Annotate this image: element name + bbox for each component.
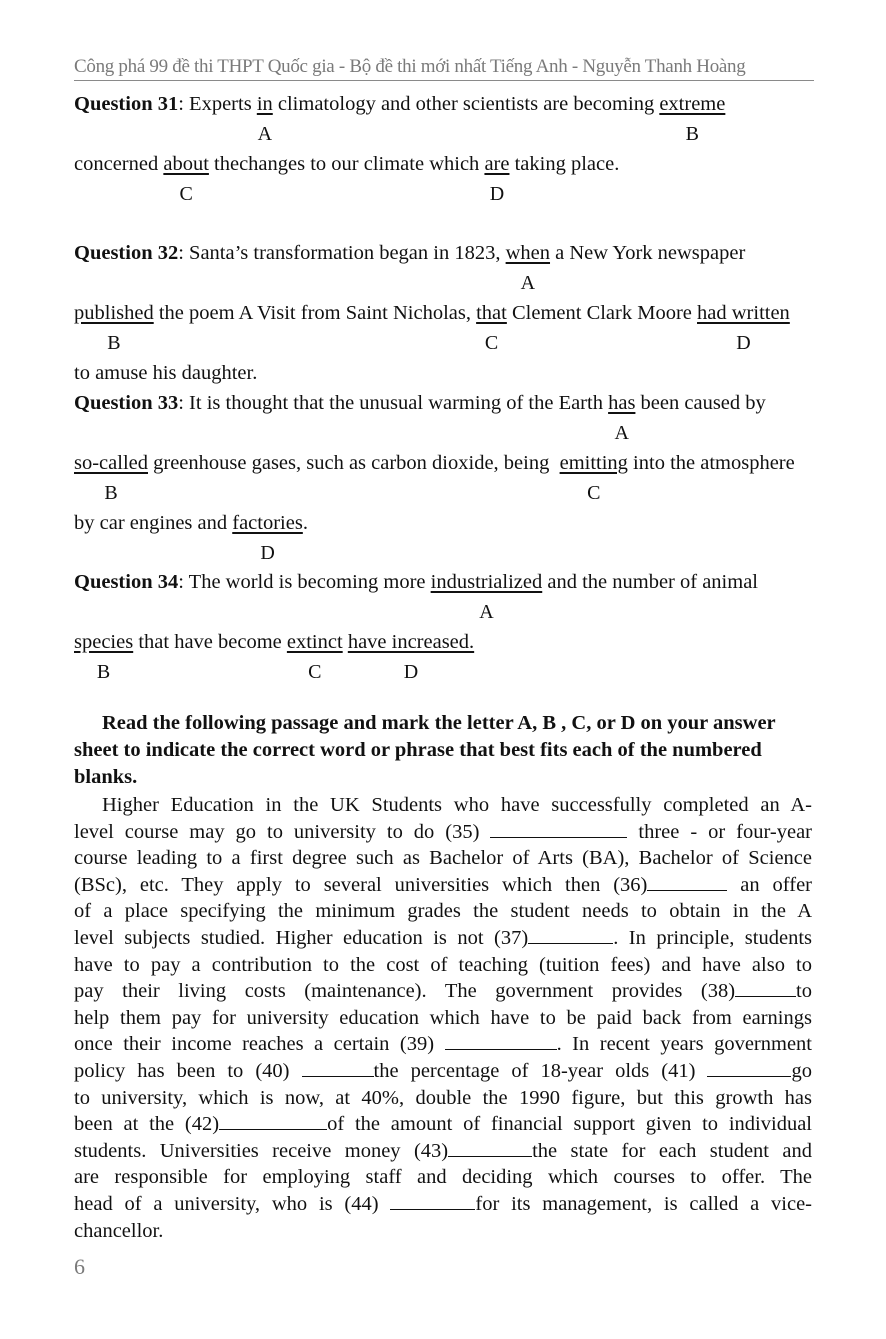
- question-text: concerned: [74, 153, 164, 175]
- underlined-option-c: extinct: [286, 631, 343, 653]
- blank-38[interactable]: [735, 978, 796, 997]
- question-text: and the number of animal: [542, 571, 758, 593]
- underlined-option-a: in: [256, 93, 273, 115]
- underlined-option-b: so-called: [74, 452, 148, 474]
- passage-line: head of a university, who is (44) for its management, is called a vice-: [74, 1192, 812, 1215]
- question-text: been caused by: [635, 392, 766, 414]
- question-text: that have become: [133, 631, 287, 653]
- underlined-option-b: extreme: [659, 93, 726, 115]
- question-text: the poem A Visit from Saint Nicholas,: [153, 302, 477, 324]
- question-text: to amuse his daughter.: [74, 362, 258, 384]
- question-text: taking place.: [509, 153, 620, 175]
- question-text: greenhouse gases, such as carbon dioxide, being: [148, 452, 560, 474]
- question-34-line: [74, 570, 812, 594]
- option-letter-b: B: [104, 482, 118, 504]
- question-31-line: [74, 152, 812, 176]
- underlined-option-a: has: [608, 392, 636, 414]
- option-letter-c: C: [308, 661, 322, 683]
- question-33-line: [74, 451, 812, 475]
- option-letter-b: B: [107, 332, 121, 354]
- option-letter-a: A: [520, 272, 536, 294]
- instruction-line: sheet to indicate the correct word or phrase that best fits each of the numbered: [74, 739, 762, 761]
- question-34-line: [74, 630, 812, 654]
- instruction-line: blanks.: [74, 766, 138, 788]
- passage-line: are responsible for employing staff and deciding which courses to offer. The: [74, 1166, 812, 1189]
- question-label: Question 34: [74, 571, 179, 593]
- passage-line: Higher Education in the UK Students who have successfully completed an A-: [102, 794, 812, 816]
- option-letter-b: B: [685, 123, 699, 145]
- passage-line: help them pay for university education which have to be paid back from earnings: [74, 1006, 812, 1029]
- question-text: : The world is becoming more: [178, 571, 431, 593]
- instruction-line: Read the following passage and mark the letter A, B , C, or D on your answer: [102, 712, 776, 734]
- underlined-option-b: species: [74, 631, 134, 653]
- question-text: .: [302, 512, 308, 534]
- question-text: thechanges to our climate which: [208, 153, 485, 175]
- option-letter-c: C: [179, 183, 193, 205]
- underlined-option-d: factories: [232, 512, 303, 534]
- option-letter-a: A: [479, 601, 494, 623]
- passage-line: level subjects studied. Higher education is not (37) . In principle, students: [74, 926, 812, 949]
- question-text: : Experts: [178, 93, 257, 115]
- underlined-option-b: published: [74, 302, 154, 324]
- passage-line: have to pay a contribution to the cost of teaching (tuition fees) and have also to: [74, 953, 812, 976]
- blank-42[interactable]: [219, 1111, 327, 1130]
- passage-line: been at the (42) of the amount of financial support given to individual: [74, 1113, 812, 1136]
- option-letter-a: A: [257, 123, 273, 145]
- passage-line: course leading to a first degree such as Bachelor of Arts (BA), Bachelor of Science: [74, 847, 812, 870]
- passage-line: chancellor.: [74, 1219, 164, 1242]
- blank-41[interactable]: [707, 1058, 791, 1077]
- option-letter-c: C: [587, 482, 601, 504]
- header-divider: [74, 80, 814, 81]
- underlined-option-a: industrialized: [430, 571, 543, 593]
- passage-line: (BSc), etc. They apply to several universities which then (36) an offer: [74, 873, 812, 896]
- option-letter-a: A: [614, 422, 629, 444]
- option-letter-d: D: [260, 542, 275, 564]
- question-text: : Santa’s transformation began in 1823,: [178, 242, 506, 264]
- underlined-option-d: had written: [697, 302, 790, 324]
- option-letter-d: D: [489, 183, 505, 205]
- question-text: : It is thought that the unusual warming of the Earth: [178, 392, 609, 414]
- question-33-line: [74, 391, 812, 415]
- blank-39[interactable]: [445, 1031, 557, 1050]
- option-letter-d: D: [736, 332, 751, 354]
- option-letter-c: C: [484, 332, 499, 354]
- passage-line: once their income reaches a certain (39) . In recent years government: [74, 1033, 812, 1056]
- question-text: a New York newspaper: [550, 242, 746, 264]
- blank-44[interactable]: [390, 1191, 475, 1210]
- question-text: Clement Clark Moore: [506, 302, 698, 324]
- question-label: Question 33: [74, 392, 179, 414]
- reading-passage: [74, 792, 812, 1244]
- passage-line: students. Universities receive money (43) the state for each student and: [74, 1139, 812, 1162]
- question-text: into the atmosphere: [627, 452, 795, 474]
- question-32-line: [74, 241, 812, 265]
- page-number: 6: [74, 1254, 85, 1279]
- blank-36[interactable]: [647, 872, 727, 891]
- passage-line: of a place specifying the minimum grades the student needs to obtain in the A: [74, 900, 812, 923]
- passage-line: policy has been to (40) the percentage of 18-year olds (41) go: [74, 1059, 812, 1082]
- question-text: climatology and other scientists are becoming: [272, 93, 660, 115]
- passage-line: to university, which is now, at 40%, double the 1990 figure, but this growth has: [74, 1086, 812, 1109]
- question-label: Question 31: [74, 93, 179, 115]
- passage-line: level course may go to university to do (35) three - or four-year: [74, 820, 813, 843]
- underlined-option-d: are: [484, 153, 510, 175]
- underlined-option-c: that: [476, 302, 507, 324]
- question-text: by car engines and: [74, 512, 233, 534]
- blank-40[interactable]: [302, 1058, 374, 1077]
- blank-43[interactable]: [448, 1138, 532, 1157]
- underlined-option-c: emitting: [559, 452, 628, 474]
- option-letter-b: B: [96, 661, 111, 683]
- underlined-option-c: about: [163, 153, 209, 175]
- blank-35[interactable]: [490, 819, 627, 838]
- question-label: Question 32: [74, 242, 179, 264]
- page-header: Công phá 99 đề thi THPT Quốc gia - Bộ đề thi mới nhất Tiếng Anh - Nguyễn Thanh Hoàng: [74, 56, 746, 77]
- option-letter-d: D: [403, 661, 419, 683]
- underlined-option-a: when: [505, 242, 551, 264]
- question-32-line: [74, 301, 812, 325]
- underlined-option-d: have increased.: [347, 631, 475, 653]
- passage-line: pay their living costs (maintenance). The government provides (38) to: [74, 980, 812, 1003]
- question-33-line: [74, 511, 812, 535]
- question-32-line: [74, 361, 812, 385]
- question-31-line: [74, 92, 812, 116]
- blank-37[interactable]: [528, 925, 613, 944]
